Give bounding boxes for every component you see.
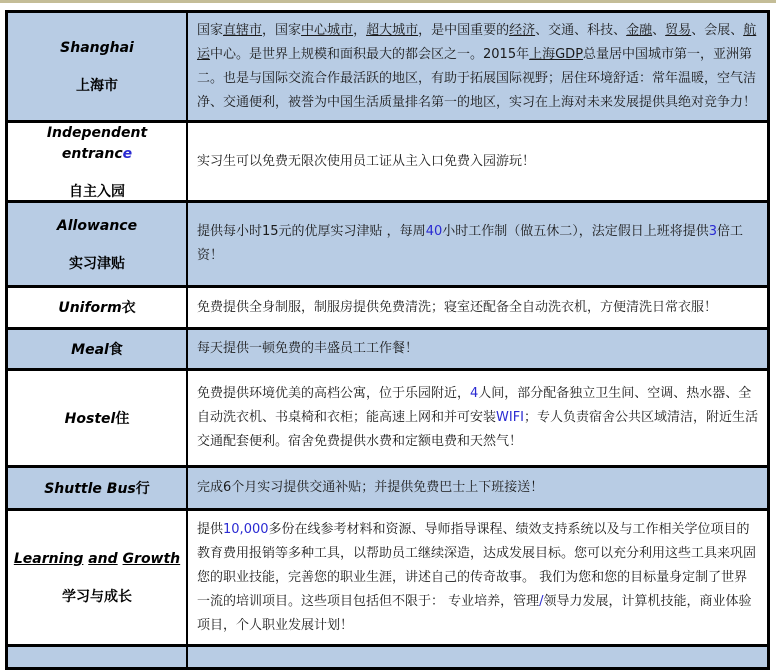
text-segment: 总量居中国城市第一，亚洲第二。也是与国际交流合作最活跃的地区，有助于拓展国际视野；居住环境舒适：常年温暖，空气洁净、交通便利，被誉为中国生活质量排名第一的地区，实习在上海对未来发展提供具绝对竞争力！: [197, 46, 757, 110]
text-segment: 经济: [509, 22, 536, 38]
row-header-line: [65, 408, 130, 429]
row-header-cell: [8, 468, 188, 508]
row-description: [197, 220, 759, 268]
text-segment: Meal: [71, 341, 109, 358]
row-desc-cell: [188, 647, 767, 667]
text-segment: Shuttle Bus: [44, 480, 136, 497]
table-row-hostel: [8, 371, 767, 468]
row-header-line: [14, 548, 180, 569]
text-segment: 多份在线参考材料和资源、导师指导课程、绩效支持系统以及与工作相关学位项目的教育费用报销等多种工具，以帮助员工继续深造，达成发展目标。您可以充分利用这些工具来巩固您的职业技能，完善您的职业生涯，讲述自己的传奇故事。 我们为您和您的目标量身定制了世界一流的培训项目。这些项目包括但不限于： 专业培养，管理: [197, 521, 757, 609]
benefits-table: [5, 10, 770, 670]
text-segment: 贸易: [665, 22, 692, 38]
text-segment: Independent entranc: [46, 124, 157, 162]
text-segment: WIFI: [496, 410, 525, 425]
row-header-cell: [8, 203, 188, 285]
text-segment: 4: [470, 386, 479, 401]
row-header-line: [44, 478, 150, 499]
text-segment: 自主入园: [69, 183, 125, 200]
row-header-cell: [8, 288, 188, 327]
row-description: [197, 382, 759, 454]
text-segment: 实习津贴: [69, 255, 125, 272]
row-desc-cell: [188, 203, 767, 285]
row-desc-cell: [188, 468, 767, 508]
text-segment: 10,000: [223, 521, 269, 537]
text-segment: Hostel: [64, 410, 116, 427]
table-row-shanghai: [8, 13, 767, 123]
top-divider-rule: [0, 0, 776, 3]
row-desc-cell: [188, 511, 767, 644]
row-header-line: [60, 37, 134, 58]
text-segment: e: [122, 145, 133, 162]
table-row-partial-next-row: [8, 647, 767, 670]
row-header-cell: [8, 330, 188, 368]
text-segment: 国家: [197, 22, 224, 38]
row-description: [197, 476, 759, 500]
text-segment: 提供: [197, 521, 224, 537]
text-segment: 实习生可以免费无限次使用员工证从主入口免费入园游玩！: [197, 153, 536, 169]
text-segment: 3: [708, 224, 718, 239]
text-segment: 人间，部分配备独立卫生间、空调、热水器、全自动洗衣机、书桌椅和衣柜；能高速上网和并可安装: [197, 386, 752, 425]
text-segment: 、会展、: [691, 22, 744, 38]
row-header-line: [76, 75, 118, 96]
text-segment: ，是中国重要的: [418, 22, 510, 38]
table-row-shuttle-bus: [8, 468, 767, 511]
table-row-learning-and-growth: [8, 511, 767, 647]
row-header-cell: [8, 647, 188, 667]
row-description: [197, 518, 759, 638]
text-segment: Shanghai: [60, 40, 134, 56]
text-segment: Uniform: [58, 300, 122, 316]
text-segment: 住: [115, 410, 130, 427]
text-segment: 小时工作制（做五休二），法定假日上班将提供: [442, 224, 709, 239]
text-segment: ，: [353, 22, 367, 38]
text-segment: Allowance: [56, 217, 138, 234]
row-header-cell: [8, 123, 188, 200]
row-desc-cell: [188, 123, 767, 200]
text-segment: 免费提供环境优美的高档公寓，位于乐园附近，: [197, 386, 471, 401]
text-segment: 衣: [121, 300, 136, 316]
text-segment: Learning: [13, 551, 84, 567]
row-header-line: [12, 123, 182, 164]
text-segment: 、交通、科技、: [535, 22, 627, 38]
row-description: [197, 150, 759, 174]
text-segment: 完成6个月实习提供交通补贴；并提供免费巴士上下班接送！: [197, 480, 544, 495]
text-segment: 行: [135, 480, 150, 497]
text-segment: 学习与成长: [62, 589, 132, 605]
text-segment: 免费提供全身制服，制服房提供免费清洗；寝室还配备全自动洗衣机，方便清洗日常衣服！: [197, 299, 718, 315]
table-row-uniform: [8, 288, 767, 330]
text-segment: Growth: [122, 551, 181, 567]
row-desc-cell: [188, 371, 767, 465]
row-header-line: [71, 339, 123, 360]
row-header-line: [69, 253, 125, 274]
row-description: [197, 19, 759, 115]
row-desc-cell: [188, 288, 767, 327]
text-segment: 每天提供一顿免费的丰盛员工工作餐！: [197, 341, 419, 356]
table-row-allowance: [8, 203, 767, 288]
text-segment: 倍工资！: [197, 224, 744, 263]
row-header-cell: [8, 13, 188, 120]
text-segment: ，国家: [262, 22, 302, 38]
row-header-line: [58, 297, 135, 318]
table-row-meal: [8, 330, 767, 371]
text-segment: 食: [108, 341, 123, 358]
text-segment: 提供每小时15元的优厚实习津贴 ，每周: [197, 224, 426, 239]
row-description: [197, 337, 759, 361]
text-segment: ；专人负责宿舍公共区域清洁，附近生活交通配套便利。宿舍免费提供水费和定额电费和天然气！: [197, 410, 759, 449]
text-segment: 中心。是世界上规模和面积最大的都会区之一。2015年: [210, 46, 530, 62]
text-segment: 上海GDP: [529, 46, 584, 62]
text-segment: 超大城市: [366, 22, 419, 38]
text-segment: and: [88, 551, 118, 567]
row-desc-cell: [188, 330, 767, 368]
row-description: [197, 296, 759, 320]
text-segment: 中心城市: [301, 22, 354, 38]
table-row-independent-entrance: [8, 123, 767, 203]
row-header-line: [57, 215, 137, 236]
text-segment: 金融: [626, 22, 653, 38]
row-header-line: [69, 181, 125, 202]
text-segment: /: [539, 593, 544, 609]
text-segment: 、: [652, 22, 666, 38]
row-header-cell: [8, 511, 188, 644]
row-header-line: [62, 586, 132, 607]
text-segment: 直辖市: [223, 22, 263, 38]
text-segment: 40: [425, 224, 443, 239]
row-header-cell: [8, 371, 188, 465]
text-segment: 上海市: [76, 78, 118, 94]
text-segment: 航运: [197, 22, 757, 62]
text-segment: 领导力发展，计算机技能，商业体验项目，个人职业发展计划！: [197, 593, 752, 633]
row-desc-cell: [188, 13, 767, 120]
